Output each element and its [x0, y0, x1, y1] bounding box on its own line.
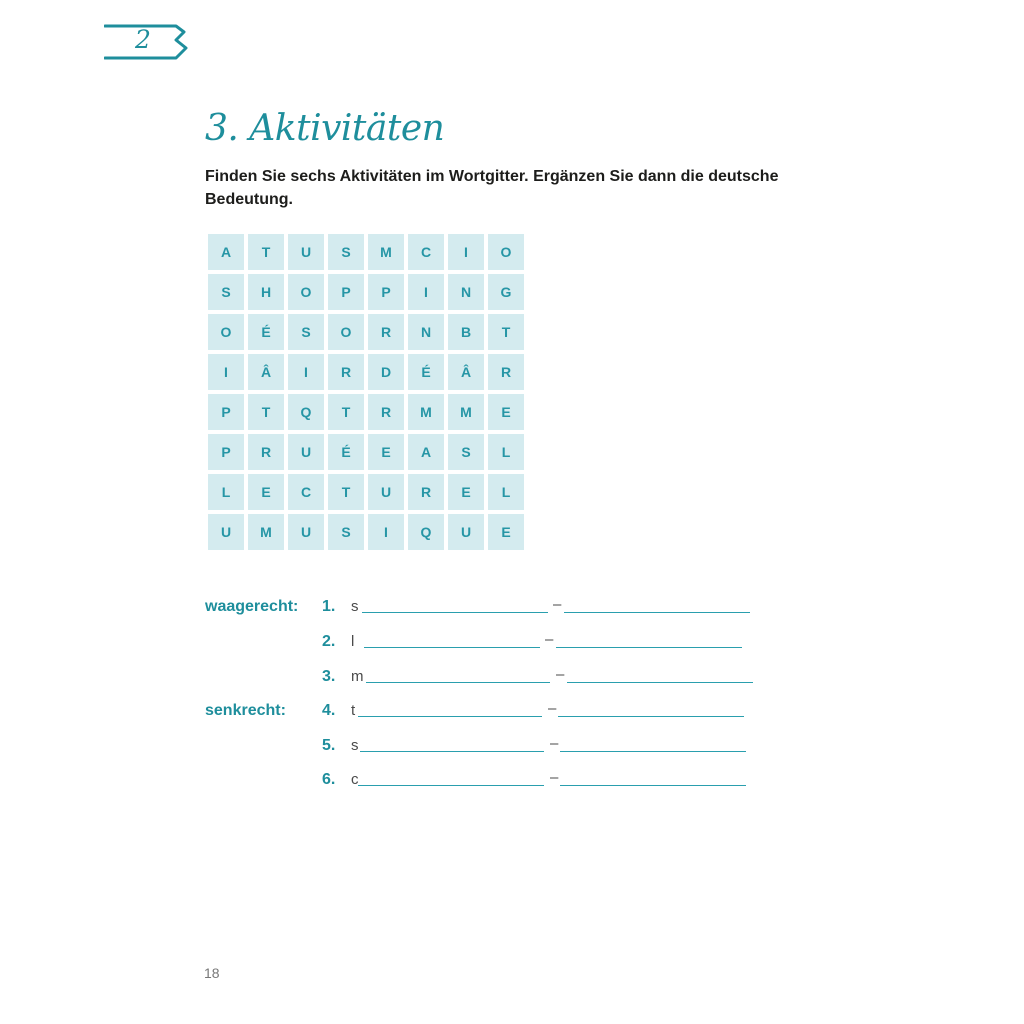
french-answer-line[interactable] — [358, 785, 544, 786]
separator-dash: – — [548, 700, 557, 717]
chapter-tab — [104, 22, 194, 64]
grid-cell: Â — [248, 354, 284, 390]
separator-dash: – — [550, 769, 559, 786]
grid-cell: R — [408, 474, 444, 510]
start-letter: l — [351, 633, 355, 650]
grid-cell: T — [328, 474, 364, 510]
german-answer-line[interactable] — [564, 612, 750, 613]
grid-cell: I — [288, 354, 324, 390]
grid-cell: P — [328, 274, 364, 310]
grid-cell: O — [208, 314, 244, 350]
grid-cell: I — [208, 354, 244, 390]
grid-cell: I — [368, 514, 404, 550]
grid-cell: D — [368, 354, 404, 390]
french-answer-line[interactable] — [366, 682, 550, 683]
grid-cell: P — [208, 434, 244, 470]
grid-cell: U — [288, 234, 324, 270]
page-number: 18 — [204, 965, 220, 981]
french-answer-line[interactable] — [358, 716, 542, 717]
item-number: 1. — [322, 598, 336, 615]
item-number: 6. — [322, 771, 336, 788]
start-letter: s — [351, 737, 359, 754]
grid-cell: P — [208, 394, 244, 430]
grid-cell: E — [448, 474, 484, 510]
start-letter: m — [351, 668, 364, 685]
grid-cell: U — [288, 434, 324, 470]
start-letter: c — [351, 771, 359, 788]
grid-cell: R — [328, 354, 364, 390]
grid-cell: Q — [408, 514, 444, 550]
grid-cell: U — [368, 474, 404, 510]
french-answer-line[interactable] — [364, 647, 540, 648]
item-number: 4. — [322, 702, 336, 719]
grid-cell: S — [328, 514, 364, 550]
grid-cell: T — [488, 314, 524, 350]
grid-cell: I — [408, 274, 444, 310]
grid-cell: R — [248, 434, 284, 470]
grid-cell: M — [368, 234, 404, 270]
grid-cell: E — [248, 474, 284, 510]
word-grid — [208, 234, 524, 550]
grid-cell: S — [208, 274, 244, 310]
grid-cell: R — [368, 394, 404, 430]
separator-dash: – — [553, 596, 562, 613]
answer-row — [322, 737, 762, 761]
grid-cell: U — [288, 514, 324, 550]
grid-cell: Q — [288, 394, 324, 430]
grid-cell: É — [328, 434, 364, 470]
separator-dash: – — [556, 666, 565, 683]
grid-cell: L — [488, 474, 524, 510]
french-answer-line[interactable] — [360, 751, 544, 752]
grid-cell: E — [488, 514, 524, 550]
german-answer-line[interactable] — [560, 751, 746, 752]
grid-cell: C — [288, 474, 324, 510]
horizontal-label: waagerecht: — [205, 598, 299, 615]
grid-cell: N — [448, 274, 484, 310]
grid-cell: H — [248, 274, 284, 310]
grid-cell: A — [208, 234, 244, 270]
german-answer-line[interactable] — [556, 647, 742, 648]
grid-cell: S — [448, 434, 484, 470]
item-number: 3. — [322, 668, 336, 685]
vertical-label: senkrecht: — [205, 702, 286, 719]
start-letter: t — [351, 702, 356, 719]
grid-cell: C — [408, 234, 444, 270]
grid-cell: M — [248, 514, 284, 550]
grid-cell: L — [208, 474, 244, 510]
grid-cell: O — [288, 274, 324, 310]
item-number: 5. — [322, 737, 336, 754]
german-answer-line[interactable] — [560, 785, 746, 786]
chapter-number: 2 — [135, 25, 151, 54]
answer-row — [322, 668, 762, 692]
grid-cell: R — [488, 354, 524, 390]
french-answer-line[interactable] — [362, 612, 548, 613]
grid-cell: P — [368, 274, 404, 310]
item-number: 2. — [322, 633, 336, 650]
grid-cell: M — [448, 394, 484, 430]
grid-cell: O — [328, 314, 364, 350]
separator-dash: – — [545, 631, 554, 648]
grid-cell: Â — [448, 354, 484, 390]
section-title: 3. Aktivitäten — [205, 108, 445, 149]
grid-cell: N — [408, 314, 444, 350]
grid-cell: T — [328, 394, 364, 430]
start-letter: s — [351, 598, 359, 615]
answer-row — [322, 771, 762, 795]
answer-row — [322, 633, 762, 657]
grid-cell: E — [488, 394, 524, 430]
german-answer-line[interactable] — [558, 716, 744, 717]
grid-cell: U — [448, 514, 484, 550]
grid-cell: I — [448, 234, 484, 270]
grid-cell: E — [368, 434, 404, 470]
grid-cell: T — [248, 394, 284, 430]
german-answer-line[interactable] — [567, 682, 753, 683]
grid-cell: S — [288, 314, 324, 350]
grid-cell: G — [488, 274, 524, 310]
answer-row — [322, 598, 762, 622]
grid-cell: U — [208, 514, 244, 550]
grid-cell: R — [368, 314, 404, 350]
grid-cell: É — [408, 354, 444, 390]
answer-row — [322, 702, 762, 726]
grid-cell: B — [448, 314, 484, 350]
grid-cell: T — [248, 234, 284, 270]
grid-cell: L — [488, 434, 524, 470]
instructions-text: Finden Sie sechs Aktivitäten im Wortgitter. Ergänzen Sie dann die deutsche Bedeutung. — [205, 168, 779, 208]
separator-dash: – — [550, 735, 559, 752]
grid-cell: M — [408, 394, 444, 430]
grid-cell: A — [408, 434, 444, 470]
grid-cell: S — [328, 234, 364, 270]
grid-cell: O — [488, 234, 524, 270]
grid-cell: É — [248, 314, 284, 350]
